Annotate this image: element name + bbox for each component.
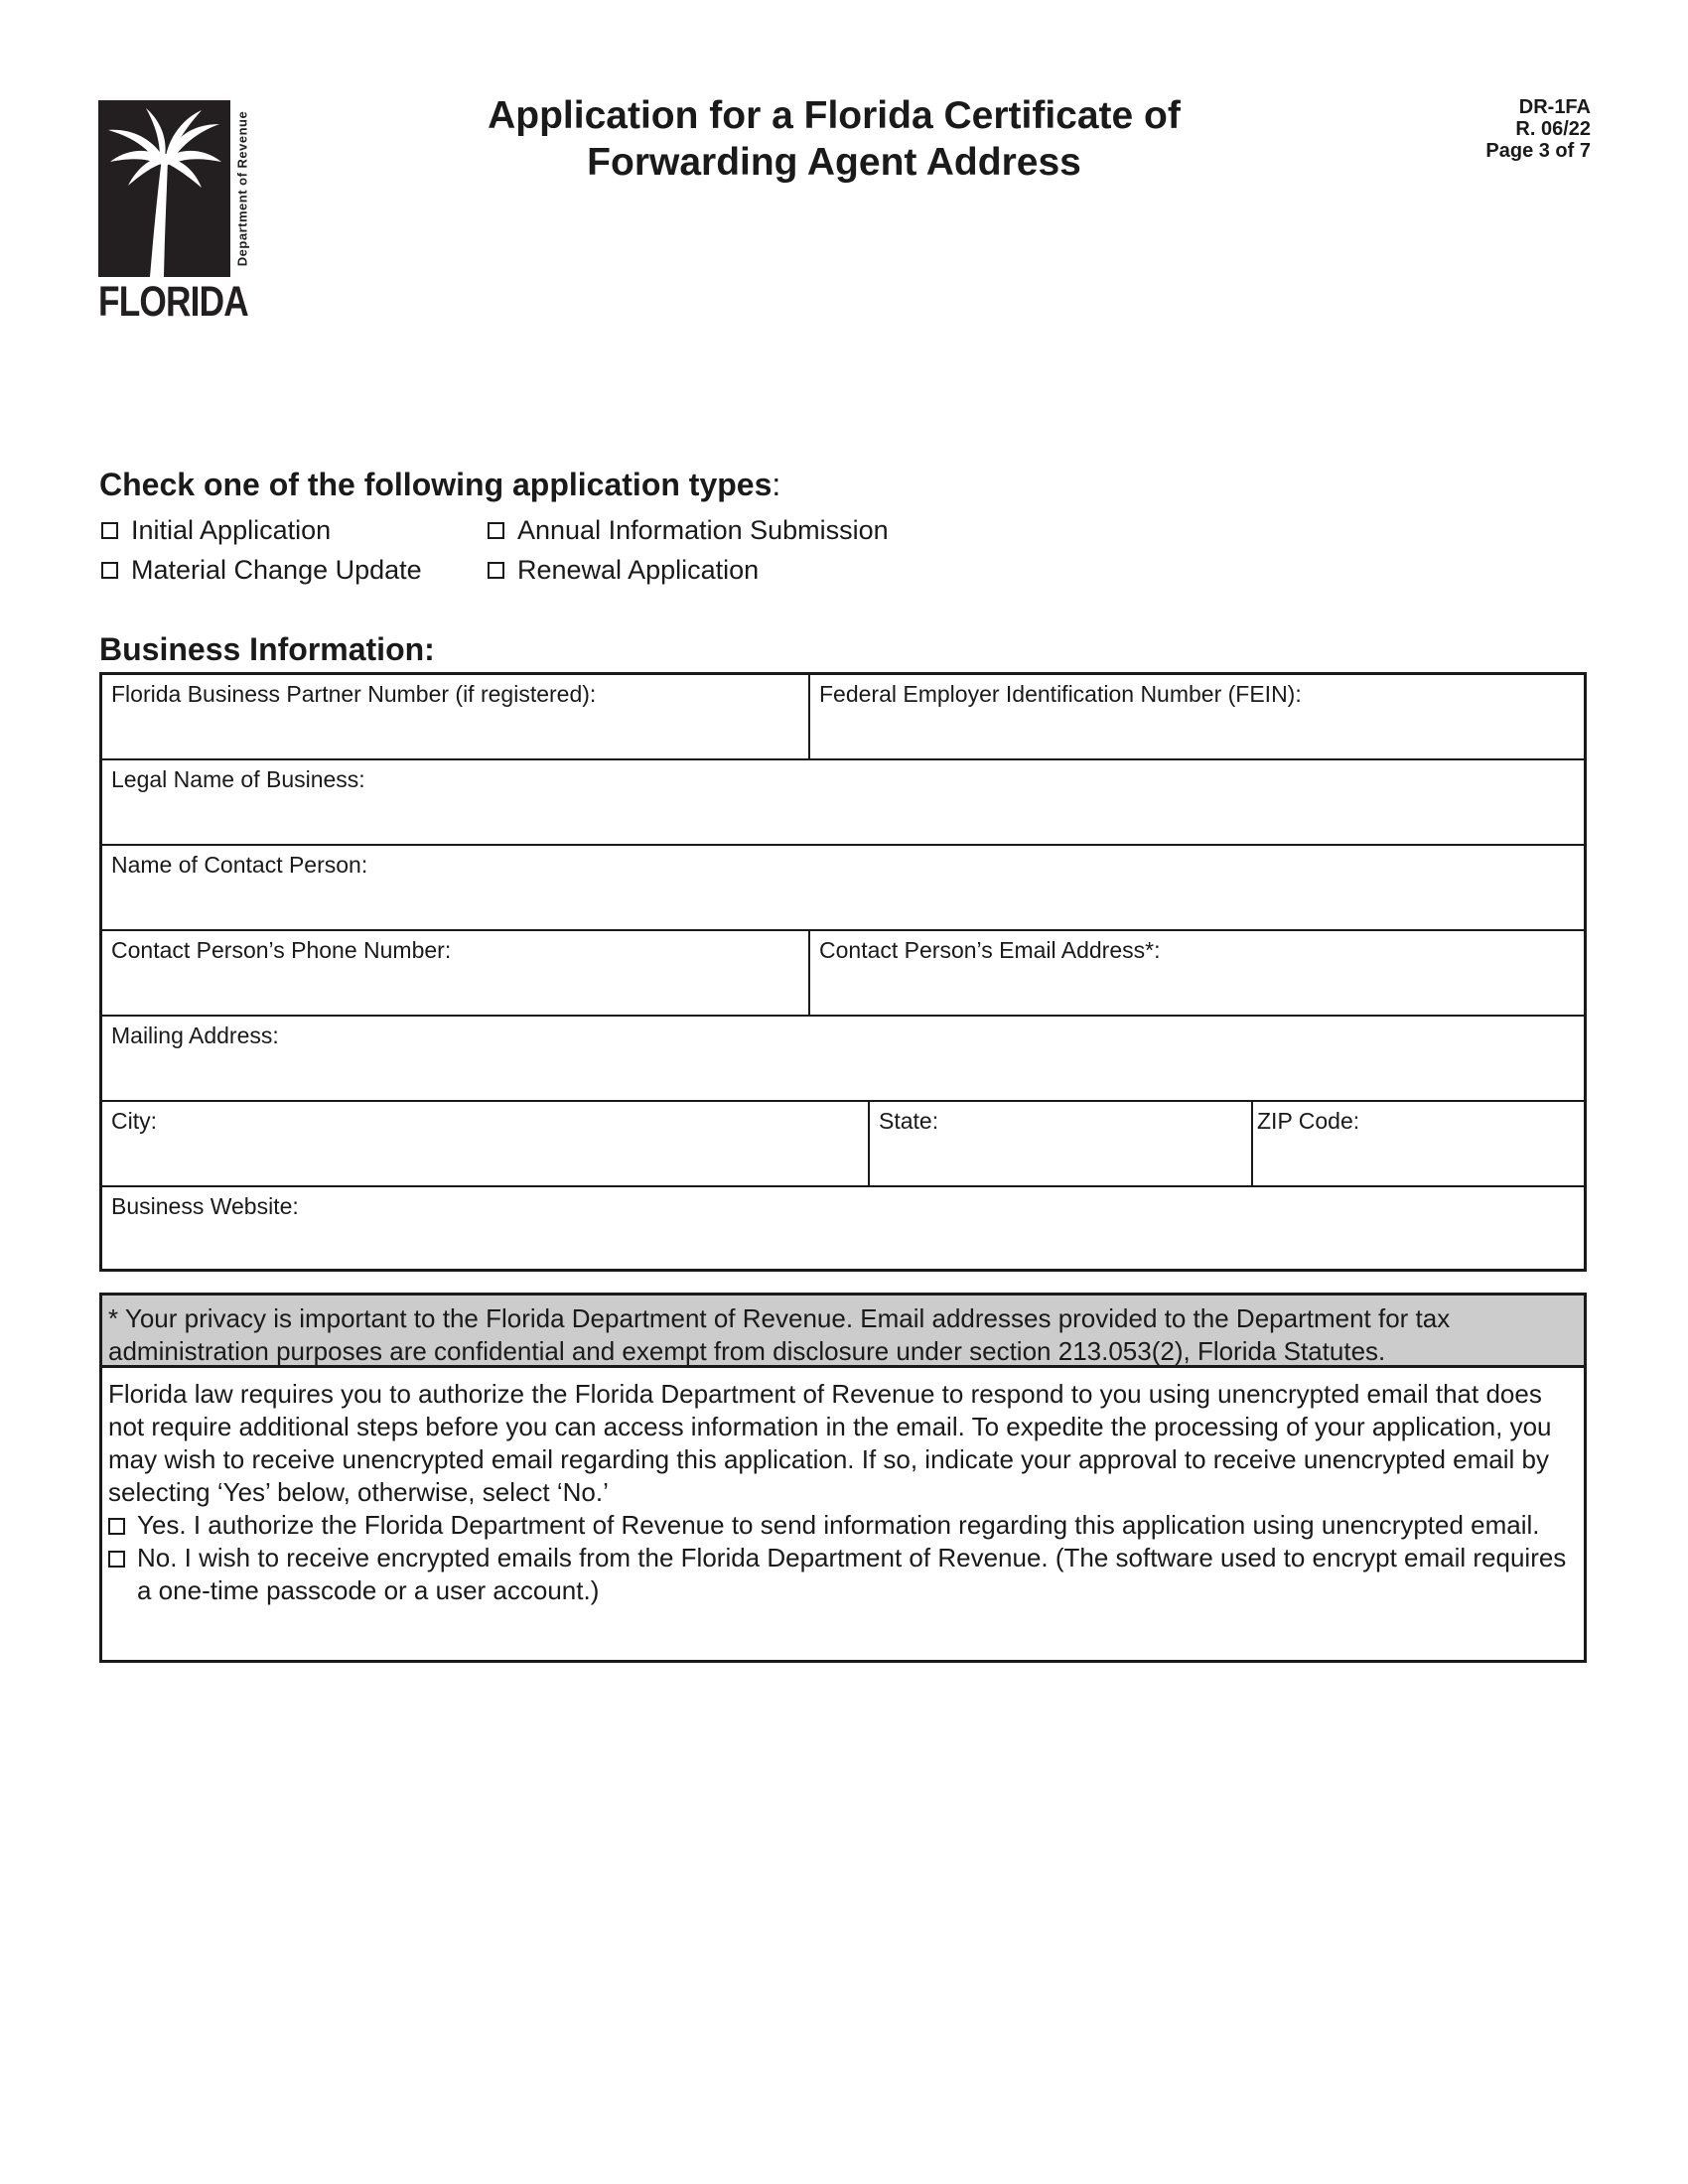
option-renewal-application[interactable]: Renewal Application <box>488 554 759 586</box>
consent-section <box>102 1368 1584 1607</box>
logo-florida-wordmark: FLORIDA <box>98 278 248 326</box>
table-row <box>102 846 1584 931</box>
consent-text: Florida law requires you to authorize the Florida Department of Revenue to respond to you using unencrypted email that does not require additional steps before you can access information in the email. To expedite the processing of your application, you may wish to receive unencrypted email regarding this application. If so, indicate your approval to receive unencrypted email by selecting ‘Yes’ below, otherwise, select ‘No.’ <box>108 1379 1552 1507</box>
form-identifier <box>1485 96 1591 162</box>
consent-no-option[interactable]: No. I wish to receive encrypted emails from the Florida Department of Revenue. (The software used to encrypt email requires a one-time passcode or a user account.) <box>108 1542 1578 1607</box>
zip-field[interactable]: ZIP Code: <box>1251 1102 1587 1185</box>
table-row <box>102 1187 1584 1273</box>
privacy-notice: * Your privacy is important to the Florida Department of Revenue. Email addresses provided to the Department for tax administration purposes are confidential and exempt from disclosure under section 213.053(2), Florida Statutes. <box>102 1296 1584 1368</box>
mailing-address-field[interactable]: Mailing Address: <box>111 1023 279 1048</box>
option-annual-information-submission[interactable]: Annual Information Submission <box>488 514 889 546</box>
business-website-field[interactable]: Business Website: <box>111 1193 299 1219</box>
option-initial-application[interactable]: Initial Application <box>101 514 331 546</box>
checkbox[interactable] <box>108 1518 125 1535</box>
table-row <box>102 760 1584 846</box>
form-number: DR-1FA <box>1518 96 1591 118</box>
bp-number-field[interactable]: Florida Business Partner Number (if registered): <box>111 681 597 707</box>
table-row <box>102 1017 1584 1102</box>
logo-department-text: Department of Revenue <box>234 110 249 267</box>
city-field[interactable]: City: <box>111 1108 157 1134</box>
checkbox[interactable] <box>108 1551 125 1568</box>
contact-phone-field[interactable]: Contact Person’s Phone Number: <box>111 937 452 963</box>
table-row <box>102 931 1584 1017</box>
consent-yes-option[interactable]: Yes. I authorize the Florida Department of Revenue to send information regarding this application using unencrypted email. <box>108 1509 1578 1542</box>
checkbox[interactable] <box>488 562 504 579</box>
page-title: Application for a Florida Certificate of Forwarding Agent Address <box>488 94 1181 184</box>
business-information-table <box>99 672 1587 1272</box>
legal-name-field[interactable]: Legal Name of Business: <box>111 766 365 792</box>
checkbox[interactable] <box>488 522 504 539</box>
contact-name-field[interactable]: Name of Contact Person: <box>111 852 368 878</box>
form-revision: R. 06/22 <box>1515 118 1591 140</box>
florida-dor-logo <box>98 100 253 325</box>
fein-field[interactable]: Federal Employer Identification Number (FEIN): <box>808 675 1587 758</box>
checkbox[interactable] <box>101 562 118 579</box>
state-field[interactable]: State: <box>868 1102 1251 1185</box>
palm-tree-icon <box>98 100 230 277</box>
table-row <box>102 675 1584 760</box>
page-number: Page 3 of 7 <box>1485 140 1591 162</box>
contact-email-field[interactable]: Contact Person’s Email Address*: <box>808 931 1587 1015</box>
business-information-heading: Business Information: <box>99 631 435 667</box>
checkbox[interactable] <box>101 522 118 539</box>
application-types-heading: Check one of the following application types: <box>99 467 781 502</box>
email-consent-box <box>99 1293 1587 1663</box>
option-material-change-update[interactable]: Material Change Update <box>101 554 422 586</box>
table-row <box>102 1102 1584 1187</box>
